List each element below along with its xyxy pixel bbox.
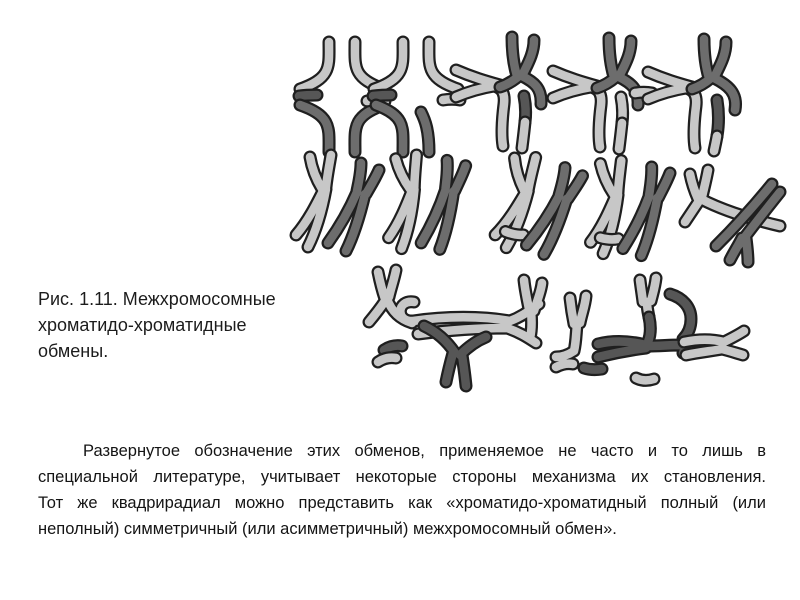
caption-line: обмены.: [38, 341, 109, 361]
paragraph-line: неполный) симметричный (или асимметричный) межхромосомный обмен».: [38, 520, 617, 538]
complex-exchange-chain-1: [369, 270, 542, 386]
paragraph-line: Тот же квадрирадиал можно представить как «хроматидо-хроматидный полный (или: [38, 494, 766, 512]
crossed-pair-1: [296, 155, 379, 251]
quadriradial-asymmetric-1: [456, 37, 541, 148]
crossed-pair-3: [494, 155, 583, 257]
quadriradial-cross-with-fragment: [373, 42, 460, 152]
caption-line: Рис. 1.11. Межхромосомные: [38, 289, 276, 309]
quadriradial-asymmetric-with-dash: [553, 38, 652, 149]
paragraph-line: Развернутое обозначение этих обменов, применяемое не часто и то лишь в: [83, 442, 766, 460]
quadriradial-asymmetric-2: [648, 39, 736, 151]
crossed-pair-4: [586, 158, 674, 258]
complex-exchange-chain-2: [556, 278, 744, 380]
caption-line: хроматидо-хроматидные: [38, 315, 247, 335]
crossed-pair-2: [382, 151, 473, 254]
crossed-pair-5: [685, 170, 780, 262]
body-paragraph: [38, 438, 766, 542]
paragraph-line: специальной литературе, учитывает некоторые стороны механизма их становления.: [38, 468, 766, 486]
figure-caption: [38, 286, 312, 364]
